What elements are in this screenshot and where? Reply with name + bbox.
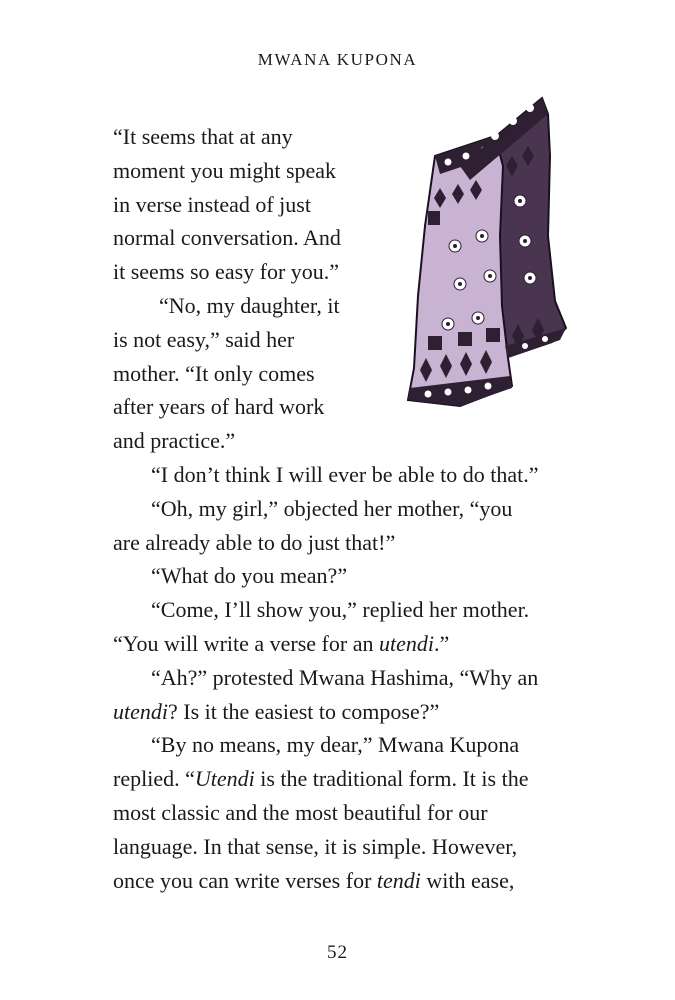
text-line: “No, my daughter, it (159, 292, 340, 318)
text-span: with ease, (420, 867, 515, 893)
text-span: .” (433, 630, 450, 656)
page-number: 52 (327, 942, 348, 963)
italic-term: utendi (378, 630, 434, 656)
italic-term: Utendi (194, 766, 255, 792)
text-line: normal conversation. And (113, 225, 341, 251)
body-text (113, 120, 623, 897)
text-span: “You will write a verse for an (113, 630, 379, 656)
text-line: “It seems that at any (113, 124, 293, 149)
text-line: in verse instead of just (113, 191, 311, 217)
text-line: “I don’t think I will ever be able to do that.” (151, 461, 539, 487)
text-line: “Oh, my girl,” objected her mother, “you (151, 495, 513, 521)
text-line: language. In that sense, it is simple. However, (113, 833, 518, 859)
text-line: most classic and the most beautiful for our (113, 799, 488, 825)
text-line: “What do you mean?” (151, 563, 348, 589)
text-line: mother. “It only comes (113, 360, 315, 386)
text-line (113, 627, 623, 661)
text-span: once you can write verses for (113, 867, 377, 893)
text-line (113, 762, 623, 796)
text-line: after years of hard work (113, 394, 325, 420)
text-span: is the traditional form. It is the (254, 766, 529, 792)
text-span: ? Is it the easiest to compose?” (168, 698, 440, 724)
text-line (113, 695, 623, 729)
text-line: and practice.” (113, 428, 236, 454)
text-line: are already able to do just that!” (113, 529, 396, 555)
text-line (113, 864, 623, 898)
text-line: “By no means, my dear,” Mwana Kupona (151, 732, 520, 758)
italic-term: utendi (113, 698, 168, 724)
text-line: is not easy,” said her (113, 326, 295, 352)
text-line: “Ah?” protested Mwana Hashima, “Why an (151, 664, 539, 690)
italic-term: tendi (376, 867, 421, 893)
text-line: moment you might speak (113, 157, 337, 183)
text-span: replied. “ (113, 766, 195, 792)
text-line: “Come, I’ll show you,” replied her mother. (151, 597, 530, 623)
text-line: it seems so easy for you.” (113, 259, 340, 285)
running-header: MWANA KUPONA (257, 50, 418, 69)
